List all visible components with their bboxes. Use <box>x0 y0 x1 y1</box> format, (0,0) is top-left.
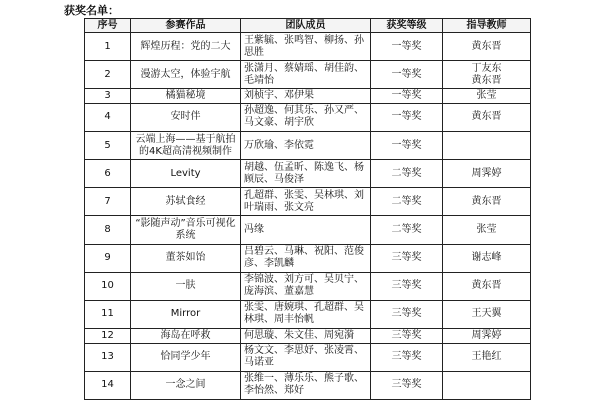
members-cell: 孙超逸、何其乐、孙又严、马文豪、胡宇欣 <box>241 103 371 131</box>
award-level-cell: 三等奖 <box>371 371 443 399</box>
work-title-cell: Mirror <box>131 300 241 328</box>
table-row <box>85 89 531 104</box>
row-number-cell: 2 <box>85 61 131 89</box>
teacher-cell <box>443 371 531 399</box>
teacher-cell: 黄东晋 <box>443 188 531 216</box>
teacher-cell: 王天翼 <box>443 300 531 328</box>
teacher-cell: 张莹 <box>443 89 531 104</box>
members-cell: 万欣瑜、李依霓 <box>241 132 371 160</box>
row-number-cell: 4 <box>85 103 131 131</box>
work-title-cell: 一念之间 <box>131 371 241 399</box>
award-level-cell: 二等奖 <box>371 188 443 216</box>
column-header-award: 获奖等级 <box>371 19 443 33</box>
table-row <box>85 132 531 160</box>
teacher-cell: 黄东晋 <box>443 33 531 61</box>
row-number-cell: 8 <box>85 216 131 244</box>
award-level-cell: 二等奖 <box>371 160 443 188</box>
members-cell: 张潇月、蔡婧瑶、胡佳韵、毛靖怡 <box>241 61 371 89</box>
work-title-cell: 董茶如饴 <box>131 244 241 272</box>
row-number-cell: 9 <box>85 244 131 272</box>
members-cell: 孔超群、张雯、吴林琪、刘叶瑞雨、张文亮 <box>241 188 371 216</box>
members-cell: 吕碧云、马琳、祝阳、范俊彦、李凯麟 <box>241 244 371 272</box>
row-number-cell: 7 <box>85 188 131 216</box>
teacher-cell: 周霁婷 <box>443 329 531 344</box>
teacher-cell: 丁友东 黄东晋 <box>443 61 531 89</box>
award-level-cell: 一等奖 <box>371 103 443 131</box>
teacher-cell: 黄东晋 <box>443 103 531 131</box>
work-title-cell: 苏轼食经 <box>131 188 241 216</box>
awards-table <box>84 18 531 400</box>
members-cell: 杨文文、李思妤、张凌霄、马诺亚 <box>241 343 371 371</box>
members-cell: 冯缘 <box>241 216 371 244</box>
table-row <box>85 244 531 272</box>
work-title-cell: 云端上海——基于航拍的4K超高清视频制作 <box>131 132 241 160</box>
award-level-cell: 三等奖 <box>371 343 443 371</box>
members-cell: 张维一、薄乐乐、熊子歌、李怡然、郑好 <box>241 371 371 399</box>
award-level-cell: 一等奖 <box>371 33 443 61</box>
page-heading: 获奖名单： <box>64 4 119 17</box>
work-title-cell: “影随声动”音乐可视化系统 <box>131 216 241 244</box>
teacher-cell <box>443 132 531 160</box>
award-level-cell: 一等奖 <box>371 89 443 104</box>
award-level-cell: 三等奖 <box>371 329 443 344</box>
row-number-cell: 10 <box>85 272 131 300</box>
teacher-cell: 张莹 <box>443 216 531 244</box>
table-row <box>85 272 531 300</box>
members-cell: 张雯、唐婉琪、孔超群、吴林琪、周丰怡帆 <box>241 300 371 328</box>
row-number-cell: 1 <box>85 33 131 61</box>
row-number-cell: 11 <box>85 300 131 328</box>
row-number-cell: 5 <box>85 132 131 160</box>
row-number-cell: 14 <box>85 371 131 399</box>
award-level-cell: 三等奖 <box>371 300 443 328</box>
row-number-cell: 3 <box>85 89 131 104</box>
table-row <box>85 61 531 89</box>
teacher-cell: 周霁婷 <box>443 160 531 188</box>
table-row <box>85 188 531 216</box>
table-row <box>85 329 531 344</box>
column-header-teacher: 指导教师 <box>443 19 531 33</box>
table-row <box>85 343 531 371</box>
work-title-cell: 一肤 <box>131 272 241 300</box>
table-row <box>85 160 531 188</box>
row-number-cell: 12 <box>85 329 131 344</box>
table-row <box>85 371 531 399</box>
members-cell: 何思璇、朱文佳、周宛漪 <box>241 329 371 344</box>
award-level-cell: 一等奖 <box>371 132 443 160</box>
column-header-members: 团队成员 <box>241 19 371 33</box>
members-cell: 王紫毓、张鸣智、柳扬、孙思胜 <box>241 33 371 61</box>
award-level-cell: 一等奖 <box>371 61 443 89</box>
table-body <box>85 33 531 400</box>
award-level-cell: 三等奖 <box>371 244 443 272</box>
award-level-cell: 二等奖 <box>371 216 443 244</box>
work-title-cell: 漫游太空，体验宇航 <box>131 61 241 89</box>
row-number-cell: 13 <box>85 343 131 371</box>
row-number-cell: 6 <box>85 160 131 188</box>
table-row <box>85 103 531 131</box>
teacher-cell: 谢志峰 <box>443 244 531 272</box>
members-cell: 刘桢宇、邓伊果 <box>241 89 371 104</box>
table-header-row <box>85 19 531 33</box>
work-title-cell: 恰同学少年 <box>131 343 241 371</box>
table-row <box>85 33 531 61</box>
table-row <box>85 300 531 328</box>
members-cell: 胡越、伍孟昕、陈逸飞、杨顾辰、马俊泽 <box>241 160 371 188</box>
teacher-cell: 黄东晋 <box>443 272 531 300</box>
work-title-cell: 辉煌历程：党的二大 <box>131 33 241 61</box>
column-header-index: 序号 <box>85 19 131 33</box>
award-level-cell: 三等奖 <box>371 272 443 300</box>
teacher-cell: 王艳红 <box>443 343 531 371</box>
column-header-work: 参赛作品 <box>131 19 241 33</box>
work-title-cell: 安时伴 <box>131 103 241 131</box>
work-title-cell: Levity <box>131 160 241 188</box>
members-cell: 李锦波、刘方可、吴贝宁、庞海滨、董嘉慧 <box>241 272 371 300</box>
table-row <box>85 216 531 244</box>
work-title-cell: 海岛在呼救 <box>131 329 241 344</box>
work-title-cell: 橘猫秘境 <box>131 89 241 104</box>
